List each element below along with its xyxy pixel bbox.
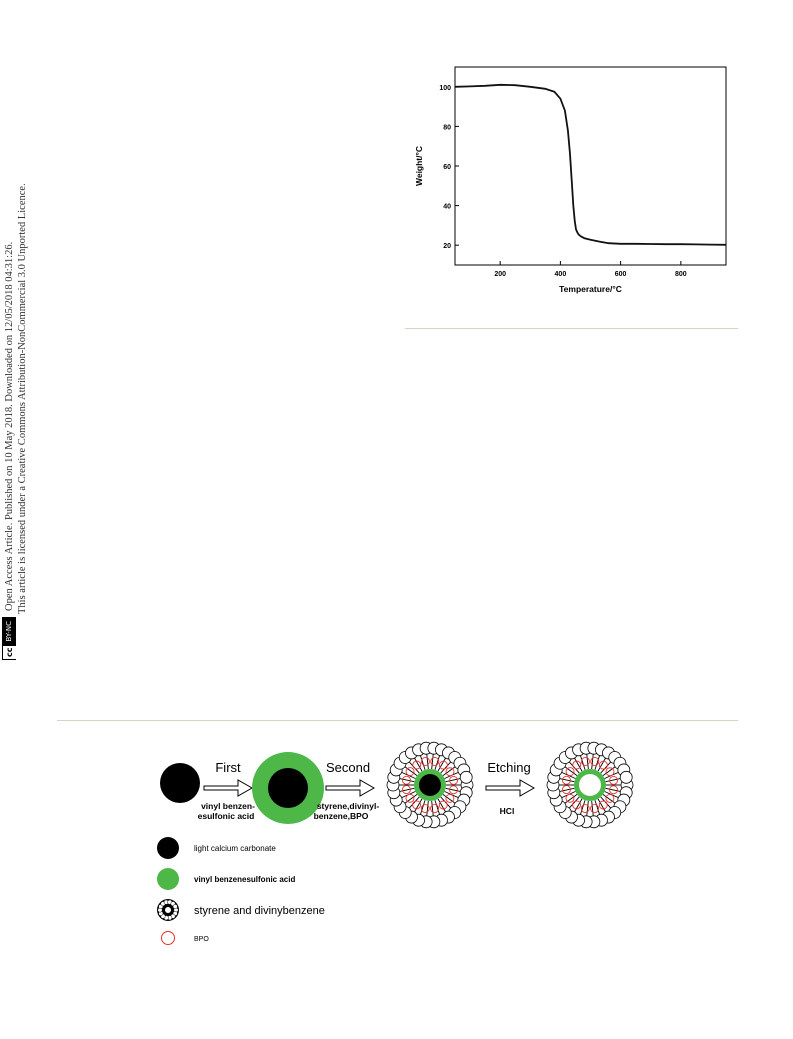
chain-line <box>400 779 415 782</box>
license-line-1 <box>2 120 16 660</box>
bead <box>460 771 472 783</box>
y-tick-label: 60 <box>443 164 451 171</box>
bpo-ring <box>606 768 614 776</box>
y-tick-label: 80 <box>443 124 451 132</box>
reagent-first-1: vinyl benzen- <box>201 801 255 811</box>
x-axis-label: Temperature/°C <box>559 284 622 294</box>
chain-line <box>432 754 434 769</box>
reagent-etching: HCl <box>499 806 515 816</box>
shell-dot <box>173 904 177 908</box>
hollow-particle <box>547 742 633 828</box>
caco3-core <box>160 763 200 803</box>
chain-line <box>587 801 589 816</box>
bpo-ring <box>406 768 414 776</box>
reagent-first-2: esulfonic acid <box>197 811 255 821</box>
tga-chart <box>405 55 740 310</box>
caco3-center <box>419 774 441 796</box>
license-sidebar <box>2 120 42 660</box>
chain-line <box>432 801 434 816</box>
y-axis-label: Weight/°C <box>414 145 424 187</box>
step-second-label: Second <box>325 760 371 775</box>
chain-line <box>606 779 621 782</box>
x-tick-label: 800 <box>674 271 687 278</box>
bead <box>620 771 632 783</box>
bpo-ring <box>566 768 574 776</box>
chain-line <box>427 754 429 769</box>
arrow-first <box>204 780 252 796</box>
y-tick-label: 20 <box>443 243 451 251</box>
y-tick-label: 100 <box>439 84 451 92</box>
y-ticks <box>439 85 459 250</box>
cc-license-icon[interactable]: cc BY-NC <box>2 617 16 660</box>
plot-frame <box>455 67 726 265</box>
green-circle-icon <box>157 868 179 890</box>
bpo-ring <box>566 794 574 802</box>
bpo-ring <box>446 794 454 802</box>
synthesis-scheme <box>140 730 660 970</box>
chain-line <box>592 754 594 769</box>
red-ring-icon <box>162 932 175 945</box>
publication-info: Open Access Article. Published on 10 May 2018. Downloaded on 12/05/2018 04:31:26. <box>3 241 15 611</box>
chain-line <box>560 788 575 791</box>
step-first-label: First <box>215 760 241 775</box>
legend-label-3: BPO <box>194 936 209 943</box>
shell-center <box>165 907 171 913</box>
y-tick-label: 40 <box>443 203 451 211</box>
bpo-ring <box>446 768 454 776</box>
core-with-shell <box>268 768 308 808</box>
chain-line <box>560 779 575 782</box>
legend-label-0: light calcium carbonate <box>194 844 276 853</box>
divider-top <box>405 328 738 329</box>
bpo-ring <box>606 794 614 802</box>
chain-line <box>446 788 461 791</box>
legend-label-1: vinyl benzenesulfonic acid <box>194 875 296 884</box>
hollow-center <box>579 774 601 796</box>
chain-line <box>446 779 461 782</box>
reagent-second-2: benzene,BPO <box>313 811 369 821</box>
chain-line <box>606 788 621 791</box>
chain-line <box>592 801 594 816</box>
chain-line <box>427 801 429 816</box>
x-tick-label: 400 <box>554 271 567 278</box>
divider-middle <box>57 720 738 721</box>
legend <box>157 837 325 945</box>
chart-svg <box>405 55 740 310</box>
license-line-2[interactable]: This article is licensed under a Creative Commons Attribution-NonCommercial 3.0 Unported Licence. <box>17 183 28 614</box>
x-tick-label: 600 <box>614 271 627 278</box>
chain-line <box>587 754 589 769</box>
arrow-etching <box>486 780 534 796</box>
step-etching-label: Etching <box>487 760 531 775</box>
chain-line <box>400 788 415 791</box>
particle-with-core <box>387 742 473 828</box>
reagent-second-1: styrene,divinyl- <box>316 801 380 811</box>
x-ticks <box>494 261 686 278</box>
series-line <box>455 85 726 245</box>
bpo-ring <box>406 794 414 802</box>
scheme-svg <box>140 730 660 970</box>
x-tick-label: 200 <box>494 271 507 278</box>
black-circle-icon <box>157 837 179 859</box>
arrow-second <box>326 780 374 796</box>
legend-label-2: styrene and divinybenzene <box>194 905 325 917</box>
shell-sphere-icon <box>157 899 179 921</box>
